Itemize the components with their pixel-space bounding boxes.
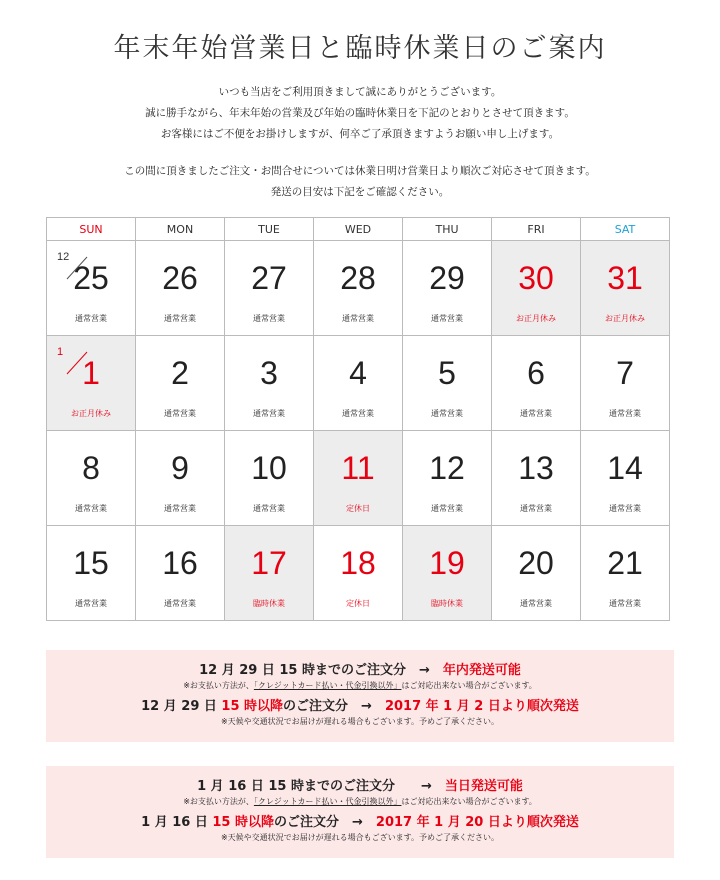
- calendar-day-cell: [314, 241, 403, 336]
- day-status: 通常営業: [253, 314, 285, 323]
- intro-line: この間に頂きましたご注文・お問合せについては休業日明け営業日より順次ご対応させて頂きます。: [124, 165, 596, 177]
- weekday-mon: MON: [136, 218, 225, 241]
- day-status: 通常営業: [164, 599, 196, 608]
- day-number: 1: [82, 355, 100, 391]
- calendar-day-cell: [581, 241, 670, 336]
- notice-line: [46, 662, 674, 680]
- day-status: 通常営業: [253, 409, 285, 418]
- day-number: 5: [438, 355, 456, 391]
- calendar-week-row: [47, 336, 670, 431]
- day-status: 通常営業: [431, 314, 463, 323]
- calendar-day-cell: [492, 241, 581, 336]
- calendar-day-cell: [314, 336, 403, 431]
- calendar-day-cell: [492, 526, 581, 621]
- day-status: 通常営業: [609, 504, 641, 513]
- day-number: 14: [607, 450, 643, 486]
- day-status: 通常営業: [609, 599, 641, 608]
- notice-text: のご注文分 →: [283, 699, 385, 714]
- calendar-day-cell: [47, 431, 136, 526]
- intro-line: 発送の目安は下記をご確認ください。: [270, 186, 450, 198]
- page-title: 年末年始営業日と臨時休業日のご案内: [113, 33, 607, 64]
- calendar-day-cell: [314, 431, 403, 526]
- notice-line: [46, 778, 674, 796]
- calendar-day-cell: [136, 526, 225, 621]
- calendar-day-cell: [581, 431, 670, 526]
- calendar-day-cell: [225, 526, 314, 621]
- weekday-header-row: [47, 218, 670, 241]
- day-number: 27: [251, 260, 287, 296]
- day-status: 通常営業: [164, 504, 196, 513]
- day-number: 21: [607, 545, 643, 581]
- weekday-sat: SAT: [581, 218, 670, 241]
- calendar-day-cell: [47, 241, 136, 336]
- weekday-tue: TUE: [225, 218, 314, 241]
- calendar-week-row: [47, 241, 670, 336]
- day-number: 15: [73, 545, 109, 581]
- notice-sub-text: ※お支払い方法が、: [183, 797, 254, 806]
- business-calendar: [46, 217, 670, 621]
- day-status: 通常営業: [520, 599, 552, 608]
- calendar-day-cell: [581, 336, 670, 431]
- day-number: 18: [340, 545, 376, 581]
- day-status: 通常営業: [520, 504, 552, 513]
- day-number: 10: [251, 450, 287, 486]
- day-number: 11: [341, 450, 375, 486]
- weekday-fri: FRI: [492, 218, 581, 241]
- notice-subline: [46, 680, 674, 692]
- notice-line: [46, 698, 674, 716]
- day-number: 2: [171, 355, 189, 391]
- day-number: 26: [162, 260, 198, 296]
- day-number: 16: [162, 545, 198, 581]
- day-status: 定休日: [346, 599, 370, 608]
- shipping-notice-year-end: [46, 650, 674, 742]
- notice-sub-underline: 「クレジットカード払い・代金引換以外」: [253, 681, 402, 690]
- calendar-day-cell: [225, 431, 314, 526]
- notice-line: [46, 814, 674, 832]
- calendar-day-cell: [492, 431, 581, 526]
- day-number: 20: [518, 545, 554, 581]
- notice-highlight: 当日発送可能: [444, 779, 523, 794]
- calendar-day-cell: [136, 336, 225, 431]
- day-number: 29: [429, 260, 465, 296]
- notice-highlight: 2017 年 1 月 20 日より順次発送: [375, 815, 579, 830]
- day-number: 8: [82, 450, 100, 486]
- day-status: 通常営業: [164, 314, 196, 323]
- notice-text: のご注文分 →: [274, 815, 376, 830]
- notice-text: 1 月 16 日 15 時までのご注文分 →: [197, 779, 445, 794]
- day-status: 通常営業: [75, 504, 107, 513]
- month-label: 12: [57, 251, 70, 263]
- day-status: 通常営業: [253, 504, 285, 513]
- calendar-day-cell: [581, 526, 670, 621]
- day-status: 臨時休業: [431, 599, 463, 608]
- day-number: 30: [518, 260, 554, 296]
- notice-sub-text: はご対応出来ない場合がございます。: [401, 797, 537, 806]
- intro-text: [0, 82, 720, 203]
- day-status: 通常営業: [75, 314, 107, 323]
- day-status: 臨時休業: [253, 599, 285, 608]
- notice-text: 1 月 16 日: [141, 815, 213, 830]
- day-number: 3: [260, 355, 278, 391]
- day-status: 通常営業: [75, 599, 107, 608]
- day-status: 通常営業: [342, 314, 374, 323]
- day-number: 9: [171, 450, 189, 486]
- day-status: 通常営業: [431, 409, 463, 418]
- notice-sub-underline: 「クレジットカード払い・代金引換以外」: [253, 797, 402, 806]
- calendar-day-cell: [136, 431, 225, 526]
- calendar-day-cell: [403, 336, 492, 431]
- notice-sub-text: はご対応出来ない場合がございます。: [401, 681, 537, 690]
- month-label: 1: [57, 346, 64, 358]
- weekday-wed: WED: [314, 218, 403, 241]
- calendar-week-row: [47, 431, 670, 526]
- shipping-notice-new-year: [46, 766, 674, 858]
- day-number: 25: [73, 260, 109, 296]
- day-number: 12: [429, 450, 465, 486]
- intro-line: 誠に勝手ながら、年末年始の営業及び年始の臨時休業日を下記のとおりとさせて頂きます。: [145, 107, 575, 119]
- calendar-day-cell: [136, 241, 225, 336]
- day-status: 通常営業: [342, 409, 374, 418]
- month-divider-slash: [61, 350, 89, 378]
- day-status: お正月休み: [516, 314, 556, 323]
- notice-text: 12 月 29 日 15 時までのご注文分 →: [199, 663, 443, 678]
- calendar-day-cell: [403, 431, 492, 526]
- notice-highlight: 2017 年 1 月 2 日より順次発送: [384, 699, 579, 714]
- day-status: 通常営業: [520, 409, 552, 418]
- day-number: 13: [518, 450, 554, 486]
- day-number: 6: [527, 355, 545, 391]
- day-status: 通常営業: [431, 504, 463, 513]
- notice-sub-text: ※お支払い方法が、: [183, 681, 254, 690]
- day-status: 通常営業: [609, 409, 641, 418]
- calendar-day-cell: [47, 526, 136, 621]
- day-status: お正月休み: [71, 409, 111, 418]
- day-status: 通常営業: [164, 409, 196, 418]
- day-status: 定休日: [346, 504, 370, 513]
- calendar-day-cell: [492, 336, 581, 431]
- intro-line: お客様にはご不便をお掛けしますが、何卒ご了承頂きますようお願い申し上げます。: [160, 128, 560, 140]
- notice-subline: ※天候や交通状況でお届けが遅れる場合もございます。予めご了承ください。: [220, 717, 500, 726]
- notice-subline: [46, 796, 674, 808]
- calendar-day-cell: [47, 336, 136, 431]
- month-divider-slash: [61, 255, 89, 283]
- calendar-day-cell: [403, 241, 492, 336]
- notice-subline: ※天候や交通状況でお届けが遅れる場合もございます。予めご了承ください。: [220, 833, 500, 842]
- calendar-day-cell: [225, 241, 314, 336]
- day-number: 4: [349, 355, 367, 391]
- day-number: 28: [340, 260, 376, 296]
- notice-highlight: 15 時以降: [221, 699, 284, 714]
- weekday-sun: SUN: [47, 218, 136, 241]
- calendar-day-cell: [225, 336, 314, 431]
- calendar-week-row: [47, 526, 670, 621]
- weekday-thu: THU: [403, 218, 492, 241]
- notice-highlight: 年内発送可能: [442, 663, 521, 678]
- calendar-day-cell: [314, 526, 403, 621]
- calendar-day-cell: [403, 526, 492, 621]
- notice-highlight: 15 時以降: [212, 815, 274, 830]
- intro-line: いつも当店をご利用頂きまして誠にありがとうございます。: [218, 86, 502, 98]
- notice-text: 12 月 29 日: [141, 699, 222, 714]
- day-number: 17: [251, 545, 287, 581]
- day-status: お正月休み: [605, 314, 645, 323]
- day-number: 19: [429, 545, 465, 581]
- day-number: 7: [616, 355, 634, 391]
- day-number: 31: [607, 260, 643, 296]
